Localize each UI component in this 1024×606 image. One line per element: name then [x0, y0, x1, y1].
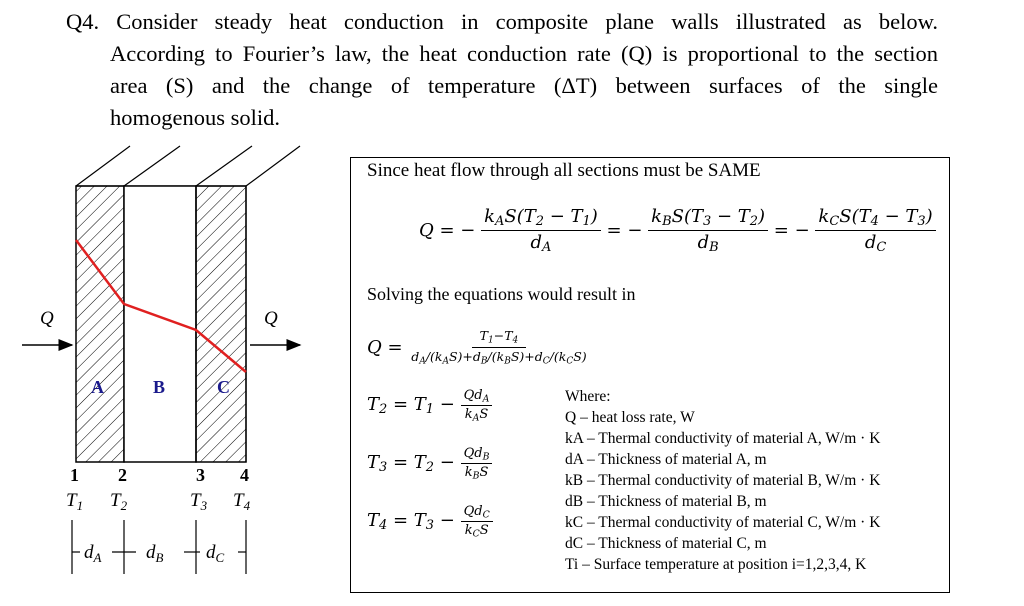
position-1: 1: [70, 465, 79, 485]
where-item-1: kA – Thermal conductivity of material A, W/m · K: [565, 430, 881, 447]
where-item-2: dA – Thickness of material A, m: [565, 451, 767, 468]
question-line-2: According to Fourier’s law, the heat conduction rate (Q) is proportional to the section: [110, 41, 938, 66]
layer-b-label: B: [153, 377, 166, 397]
t4-label: $T_4$: [233, 490, 251, 513]
where-item-5: kC – Thermal conductivity of material C, W/m · K: [565, 514, 881, 531]
q-right-label: Q: [264, 308, 278, 329]
q-left-label: Q: [40, 308, 54, 329]
equation-t3: $T_3 = T_2$ − $\frac{Qd_B}{k_BS}$: [367, 446, 492, 482]
where-legend: [565, 386, 880, 575]
dc-label: $d_C$: [206, 542, 225, 565]
layer-c: [196, 186, 246, 462]
question-line-4: homogenous solid.: [110, 105, 281, 130]
position-2: 2: [118, 465, 127, 485]
where-item-4: dB – Thickness of material B, m: [565, 493, 767, 510]
layer-c-label: C: [217, 377, 230, 397]
box-heading: Since heat flow through all sections must be SAME: [367, 160, 761, 181]
position-4: 4: [240, 465, 249, 485]
layer-b: [124, 186, 196, 462]
layer-a: [76, 186, 124, 462]
question-line-1: Q4. Consider steady heat conduction in composite plane walls illustrated as below.: [66, 9, 938, 34]
solving-text: Solving the equations would result in: [367, 284, 636, 304]
equation-same-heat-flow: Q = − $\frac{k_AS(T_2 - T_1)}{d_A}$ = − $\frac{k_BS(T_3 - T_2)}{d_B}$ = − $\frac{k_CS(T_4 - T_3)}{d_C}$: [419, 206, 936, 255]
question-text: [66, 6, 938, 134]
layer-a-label: A: [91, 377, 104, 397]
equation-t4: $T_4 = T_3$ − $\frac{Qd_C}{k_CS}$: [367, 504, 493, 540]
composite-wall-diagram: [0, 140, 340, 580]
equation-box: [350, 157, 950, 593]
question-line-3: area (S) and the change of temperature (ΔT) between surfaces of the single: [110, 73, 938, 98]
where-item-0: Q – heat loss rate, W: [565, 409, 695, 426]
where-item-3: kB – Thermal conductivity of material B, W/m · K: [565, 472, 881, 489]
equation-t2: $T_2 = T_1$ − $\frac{Qd_A}{k_AS}$: [367, 388, 492, 424]
position-3: 3: [196, 465, 205, 485]
t2-label: $T_2$: [110, 490, 128, 513]
t1-label: $T_1$: [66, 490, 84, 513]
where-item-7: Ti – Surface temperature at position i=1,2,3,4, K: [565, 556, 867, 573]
thickness-dimension-lines: [72, 520, 246, 574]
db-label: $d_B$: [146, 542, 164, 565]
equation-q-result: Q = $\frac{T_1-T_4}{d_A/(k_AS)+d_B/(k_BS)+d_C/(k_CS)}$: [367, 328, 587, 367]
where-item-6: dC – Thickness of material C, m: [565, 535, 767, 552]
where-title: Where:: [565, 388, 611, 405]
da-label: $d_A$: [84, 542, 102, 565]
t3-label: $T_3$: [190, 490, 208, 513]
